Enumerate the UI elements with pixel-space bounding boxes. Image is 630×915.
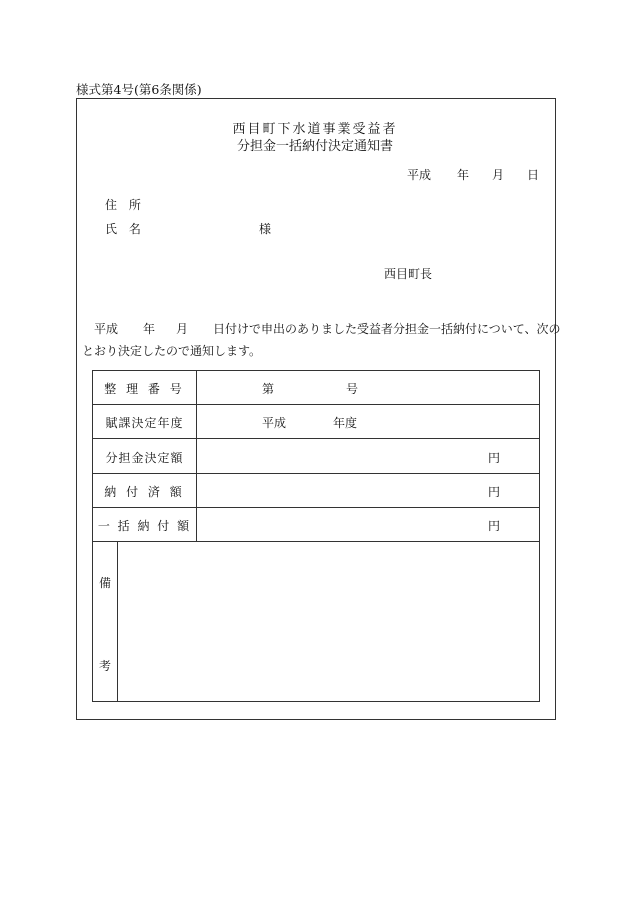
row-label-ikkatsu: 一 括 納 付 額 [97,519,192,533]
row-label-fuka-nendo: 賦課決定年度 [105,416,184,430]
body-line2: とおり決定したので通知します。 [82,344,262,358]
row-divider [93,404,539,405]
row-value-prefix-heisei: 平成 [262,416,287,430]
row-label-nofuzumi: 納 付 済 額 [104,485,185,499]
row-value-prefix-dai: 第 [262,382,275,396]
row-value-yen: 円 [488,519,501,533]
row-value-yen: 円 [488,451,501,465]
date-day: 日 [527,168,540,182]
row-divider [93,541,539,542]
honorific: 様 [259,222,272,236]
row-value-suffix-nendo: 年度 [333,416,358,430]
info-table [92,370,540,702]
row-label-buntankin: 分担金決定額 [105,451,184,465]
date-year: 年 [457,168,470,182]
form-number: 様式第4号(第6条関係) [76,82,202,97]
body-era: 平成 [94,322,119,336]
name-label: 氏 名 [105,222,145,236]
column-divider [196,371,197,541]
document-title-line1: 西目町下水道事業受益者 [232,122,398,137]
row-label-seiri-bango: 整 理 番 号 [104,382,185,396]
body-year: 年 [143,322,156,336]
remarks-divider [117,541,118,701]
row-divider [93,438,539,439]
issuer: 西目町長 [384,267,433,281]
document-title-line2: 分担金一括納付決定通知書 [236,139,393,154]
address-label: 住 所 [105,198,145,212]
body-line1-rest: 日付けで申出のありました受益者分担金一括納付について、次の [213,322,561,336]
row-divider [93,507,539,508]
date-era: 平成 [407,168,432,182]
body-month: 月 [176,322,189,336]
date-month: 月 [492,168,505,182]
row-value-suffix-go: 号 [346,382,359,396]
row-value-yen: 円 [488,485,501,499]
remarks-label-kou: 考 [99,659,112,673]
row-divider [93,473,539,474]
remarks-label-bi: 備 [99,576,112,590]
